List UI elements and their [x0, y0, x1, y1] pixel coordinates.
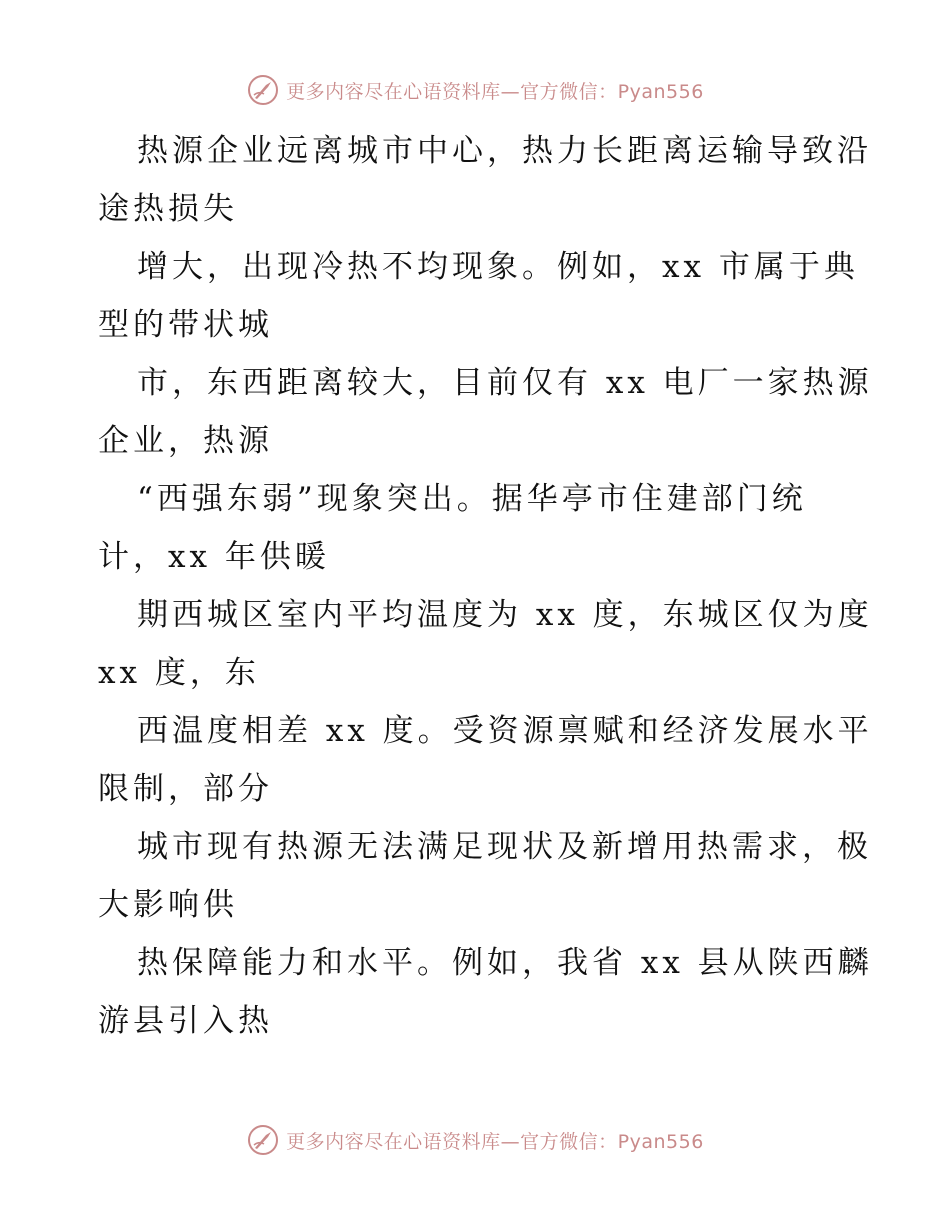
paragraph	[98, 586, 873, 702]
paragraph-line: 热源企业远离城市中心，热力长距离运输导致沿	[137, 133, 872, 169]
paragraph	[98, 702, 873, 818]
paragraph-line: 限制，部分	[98, 771, 273, 807]
watermark-text: 更多内容尽在心语资料库—官方微信：Pyan556	[286, 80, 704, 103]
paragraph-line: 企业，热源	[98, 423, 273, 459]
paragraph	[98, 934, 873, 1050]
paragraph-line: 增大，出现冷热不均现象。例如，xx 市属于典	[137, 249, 859, 285]
paragraph-line: 城市现有热源无法满足现状及新增用热需求，极	[137, 829, 872, 865]
paragraph-line: 计，xx 年供暖	[98, 539, 330, 575]
paragraph-line: 型的带状城	[98, 307, 273, 343]
paragraph-line: 市，东西距离较大，目前仅有 xx 电厂一家热源	[137, 365, 873, 401]
paragraph	[98, 818, 872, 934]
paragraph-line: 途热损失	[98, 191, 238, 227]
paragraph-line: 热保障能力和水平。例如，我省 xx 县从陕西麟	[137, 945, 873, 981]
paragraph-line: xx 度，东	[98, 655, 260, 691]
paragraph	[98, 238, 858, 354]
footer-watermark	[0, 1120, 950, 1160]
document-body	[98, 122, 873, 1050]
paragraph-line: 大影响供	[98, 887, 238, 923]
paragraph-line: 期西城区室内平均温度为 xx 度，东城区仅为度	[137, 597, 873, 633]
paragraph	[98, 354, 873, 470]
header-watermark	[0, 70, 950, 110]
paragraph	[98, 122, 872, 238]
paragraph-line: 游县引入热	[98, 1003, 273, 1039]
paragraph-line: “西强东弱”现象突出。据华亭市住建部门统	[137, 481, 807, 517]
paragraph	[98, 470, 858, 586]
pen-nib-logo-icon	[246, 73, 280, 107]
pen-nib-logo-icon	[246, 1123, 280, 1157]
watermark-text: 更多内容尽在心语资料库—官方微信：Pyan556	[286, 1130, 704, 1153]
paragraph-line: 西温度相差 xx 度。受资源禀赋和经济发展水平	[137, 713, 873, 749]
